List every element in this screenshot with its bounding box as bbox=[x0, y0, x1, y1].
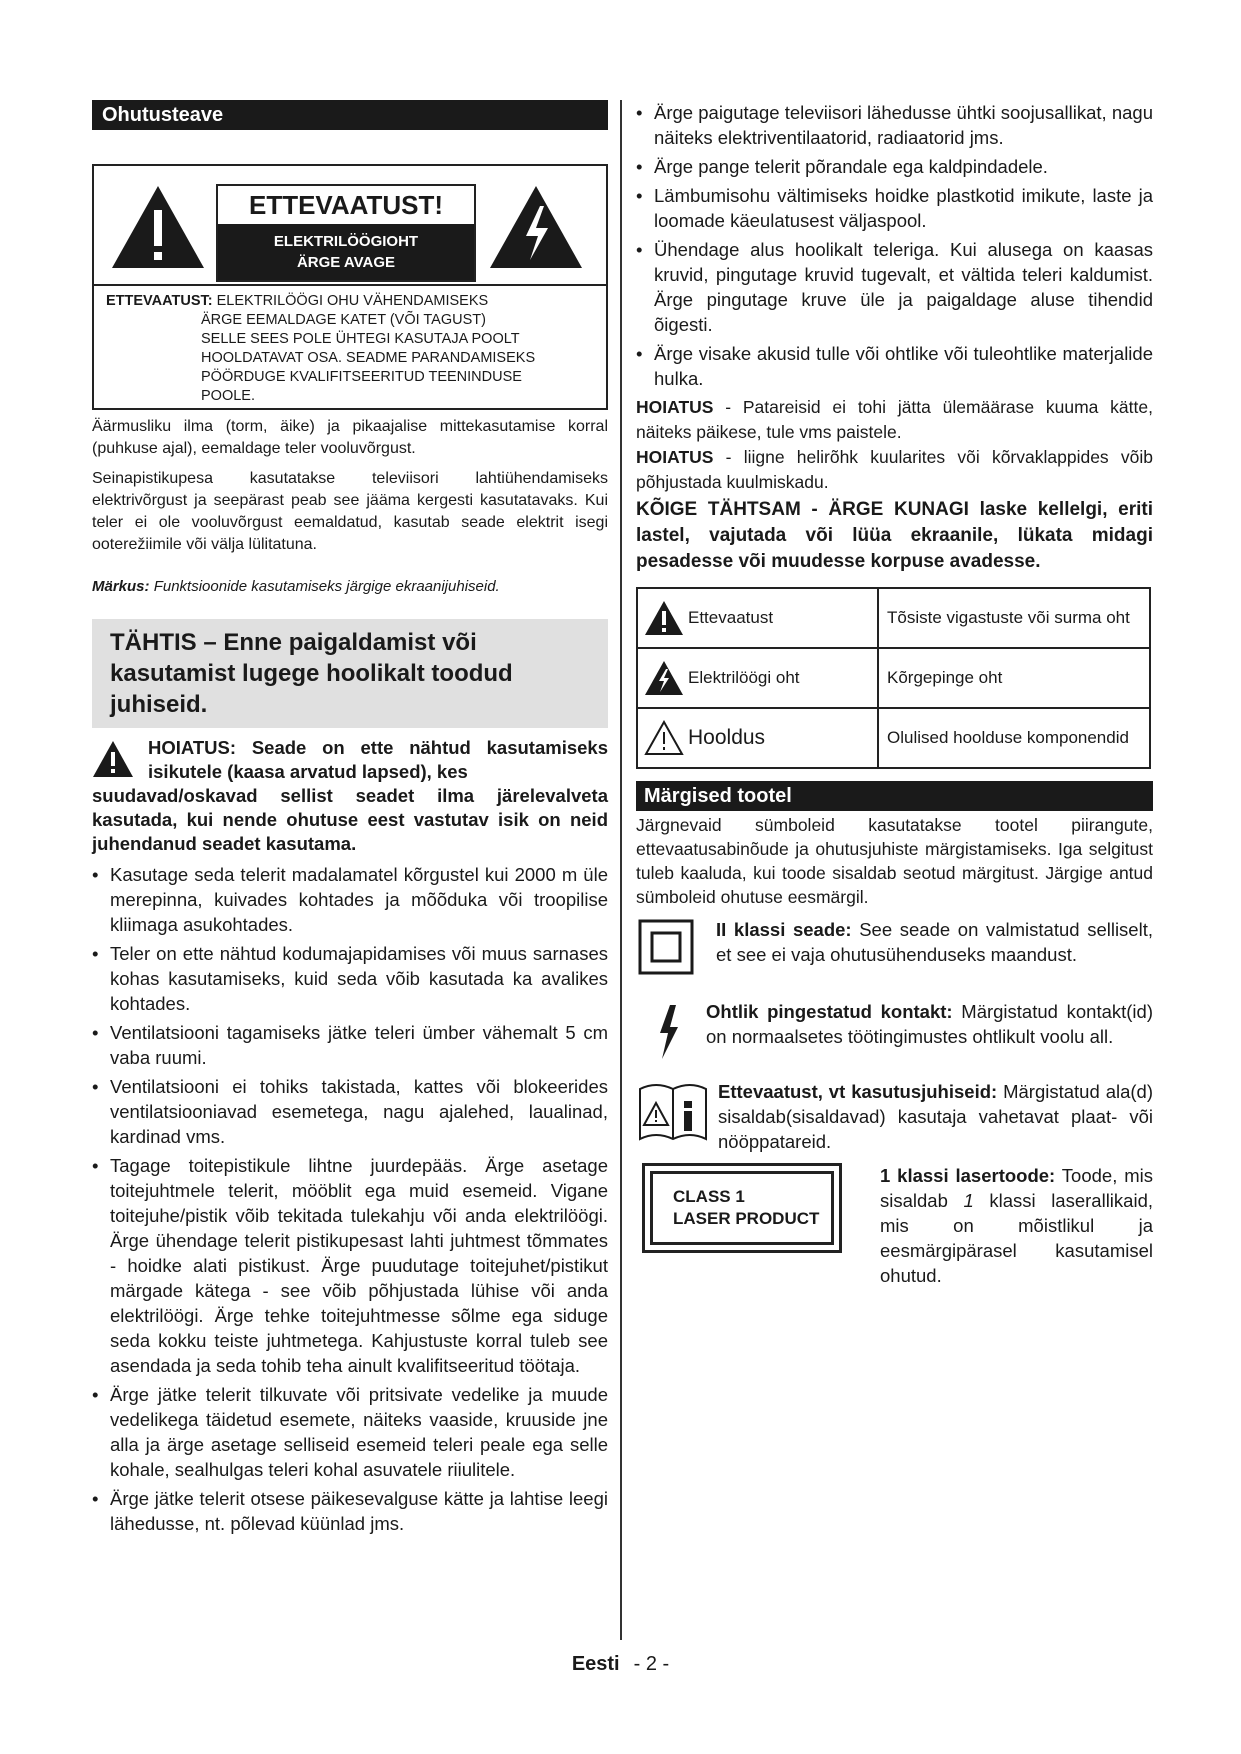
note-text: Funktsioonide kasutamiseks järgige ekraanijuhiseid. bbox=[153, 578, 500, 595]
caution-line4: HOOLDATAVAT OSA. SEADME PARANDAMISEKS bbox=[201, 350, 536, 366]
class2-text bbox=[716, 917, 1153, 967]
live-terminal-row bbox=[636, 999, 1153, 1075]
bullet-item: • Ventilatsiooni tagamiseks jätke teleri ümber vähemalt 5 cm vaba ruumi. bbox=[92, 1020, 608, 1070]
caution-box bbox=[92, 164, 608, 410]
paragraph-mains-plug: Seinapistikupesa kasutatakse televiisori lahtiühendamiseks elektrivõrgust ja seepärast peab see jääma kergesti kasutatavaks. Kui teler ei ole vooluvõrgust eemaldatud, kasutab seade elektrit isegi ooterežiimile või välja lülitatuna. bbox=[92, 470, 608, 553]
laser-text bbox=[880, 1163, 1153, 1288]
note bbox=[92, 578, 608, 595]
class2-desc: See seade on valmistatud selliselt, et see ei vaja ohutusühenduseks maandust. bbox=[716, 919, 1153, 965]
table-cell-symbol bbox=[637, 708, 878, 768]
right-bullet-list bbox=[636, 100, 1153, 391]
hearing-warning-text: - liigne helirõhk kuularites või kõrvaklappides võib põhjustada kuulmiskadu. bbox=[636, 447, 1153, 492]
bullet-item: • Ärge visake akusid tulle või ohtlike või tuleohtlike materjalide hulka. bbox=[636, 341, 1153, 391]
live-terminal-label: Ohtlik pingestatud kontakt: bbox=[706, 1001, 953, 1022]
important-heading: TÄHTIS – Enne paigaldamist või kasutamist lugege hoolikalt toodud juhiseid. bbox=[92, 619, 608, 728]
symbol-label: Hooldus bbox=[688, 726, 766, 749]
symbol-table bbox=[636, 587, 1151, 769]
lightning-bolt-icon bbox=[656, 1005, 680, 1059]
caution-title-box bbox=[216, 184, 476, 282]
table-row bbox=[637, 708, 1150, 768]
table-cell-symbol bbox=[637, 588, 878, 648]
battery-warning-text: - Patareisid ei tohi jätta ülemäärase kuuma kätte, näiteks päikese, tule vms paistele. bbox=[636, 397, 1153, 442]
table-row bbox=[637, 588, 1150, 648]
table-cell-meaning: Olulised hoolduse komponendid bbox=[878, 708, 1150, 768]
bullet-item: • Kasutage seda telerit madalamatel kõrgustel kui 2000 m üle merepinna, kuivades kohtades ja mõõduka või troopilise kliimaga asukohtades. bbox=[92, 862, 608, 937]
caution-subtitle bbox=[218, 224, 474, 280]
section-title-markings: Märgised tootel bbox=[636, 781, 1153, 811]
caution-title: ETTEVAATUST! bbox=[248, 190, 444, 220]
bullet-item: • Ärge pange telerit põrandale ega kaldpindadele. bbox=[636, 154, 1153, 179]
class2-row bbox=[636, 917, 1153, 995]
live-terminal-text bbox=[706, 999, 1153, 1049]
maintenance-triangle-icon bbox=[644, 720, 684, 756]
class2-double-square-icon bbox=[638, 919, 694, 975]
caution-line5: PÖÖRDUGE KVALIFITSEERITUD TEENINDUSE bbox=[201, 369, 522, 385]
warning-first-line: HOIATUS: Seade on ette nähtud kasutamiseks isikutele (kaasa arvatud lapsed), kes bbox=[148, 737, 608, 782]
markings-paragraph: Järgnevaid sümboleid kasutatakse tootel piirangute, ettevaatusabinõude ja ohutusjuhiste märgistamiseks. Iga selgitust tuleb kaaluda, kui toode sisaldab seotud märgitust. Järgige antud sümboleid ohutuse eesmärgil. bbox=[636, 815, 1153, 907]
footer-language: Eesti bbox=[571, 1653, 620, 1675]
laser-line1: CLASS 1 bbox=[673, 1187, 745, 1206]
caution-line6: POOLE. bbox=[201, 388, 255, 404]
laser-row bbox=[636, 1163, 1153, 1286]
live-terminal-desc: Märgistatud kontakt(id) on normaalsetes töötingimustes ohtlikult voolu all. bbox=[706, 1001, 1153, 1047]
class2-label: II klassi seade: bbox=[716, 919, 852, 940]
laser-label: 1 klassi lasertoode: bbox=[880, 1165, 1056, 1186]
bullet-item: • Teler on ette nähtud kodumajapidamises või muus sarnases kohas kasutamiseks, kuid seda võib kasutada ka avalikes kohtades. bbox=[92, 941, 608, 1016]
laser-label-box bbox=[642, 1163, 842, 1253]
manual-desc: Märgistatud ala(d) sisaldab(sisaldavad) kasutaja vahetavat plaat- või nööppatareid. bbox=[718, 1081, 1153, 1152]
laser-line2: LASER PRODUCT bbox=[673, 1209, 820, 1228]
read-manual-book-icon bbox=[638, 1079, 708, 1141]
symbol-label: Ettevaatust bbox=[688, 608, 774, 627]
manual-text bbox=[718, 1079, 1153, 1154]
table-cell-meaning: Tõsiste vigastuste või surma oht bbox=[878, 588, 1150, 648]
caution-sub-line1: ELEKTRILÖÖGIOHT bbox=[273, 233, 419, 250]
table-row bbox=[637, 648, 1150, 708]
laser-class-number: 1 bbox=[963, 1190, 974, 1211]
section-title-safety: Ohutusteave bbox=[92, 100, 608, 130]
left-column bbox=[92, 100, 608, 1540]
caution-triangle-icon bbox=[644, 600, 684, 636]
manual-row bbox=[636, 1079, 1153, 1159]
bullet-item: • Ärge jätke telerit otsese päikesevalguse kätte ja lahtise leegi lähedusse, nt. põlevad küünlad jms. bbox=[92, 1486, 608, 1536]
table-cell-symbol bbox=[637, 648, 878, 708]
battery-warning-label: HOIATUS bbox=[636, 397, 714, 417]
caution-label: ETTEVAATUST: bbox=[106, 293, 213, 309]
laser-desc-b: klassi laserallikaid, mis on mõistlikul ja eesmärgipärasel kasutamisel ohutud. bbox=[880, 1190, 1153, 1286]
table-cell-meaning: Kõrgepinge oht bbox=[878, 648, 1150, 708]
battery-warning bbox=[636, 395, 1153, 445]
warning-paragraph bbox=[92, 736, 608, 856]
caution-line3: SELLE SEES POLE ÜHTEGI KASUTAJA POOLT bbox=[201, 331, 520, 347]
page-footer bbox=[0, 1653, 1241, 1676]
most-important-warning: KÕIGE TÄHTSAM - ÄRGE KUNAGI laske kellelgi, eriti lastel, vajutada või lüüa ekraanile, lükata midagi pesadesse või muudesse korpuse avadesse. bbox=[636, 499, 1153, 572]
bullet-item: • Ärge jätke telerit tilkuvate või pritsivate vedelike ja muude vedelikega täidetud esemete, näiteks vaaside, kruuside jne alla ja ärge asetage selliseid esemeid teleri peale ega selle kohale, sealhulgas teleri kohal asuvatele riiulitele. bbox=[92, 1382, 608, 1482]
laser-label-inner bbox=[650, 1171, 834, 1245]
paragraph-unplug: Äärmusliku ilma (torm, äike) ja pikaajalise mittekasutamise korral (puhkuse ajal), eemaldage teler vooluvõrgust. bbox=[92, 418, 608, 457]
caution-text bbox=[94, 286, 606, 406]
electric-shock-icon bbox=[644, 660, 684, 696]
bullet-item: • Ärge paigutage televiisori lähedusse ühtki soojusallikat, nagu näiteks elektriventilaatorid, radiaatorid jms. bbox=[636, 100, 1153, 150]
bullet-item: • Ühendage alus hoolikalt teleriga. Kui alusega on kaasas kruvid, pingutage kruvid tugevalt, et vältida teleri kaldumist. Ärge pingutage kruve üle ja paigaldage aluse tihendid õigesti. bbox=[636, 237, 1153, 337]
left-bullet-list bbox=[92, 862, 608, 1536]
bullet-item: • Lämbumisohu vältimiseks hoidke plastkotid imikute, laste ja loomade käeulatusest väljaspool. bbox=[636, 183, 1153, 233]
column-divider bbox=[620, 100, 622, 1640]
caution-sub-line2: ÄRGE AVAGE bbox=[296, 254, 396, 271]
laser-desc-a: Toode, mis sisaldab bbox=[880, 1165, 1153, 1211]
warning-triangle-icon bbox=[92, 740, 134, 778]
hearing-warning bbox=[636, 445, 1153, 495]
right-column bbox=[636, 100, 1153, 1286]
hearing-warning-label: HOIATUS bbox=[636, 447, 714, 467]
symbol-label: Elektrilöögi oht bbox=[688, 668, 800, 687]
bullet-item: • Ventilatsiooni ei tohiks takistada, kattes või blokeerides ventilatsiooniavad esemetega, nagu ajalehed, laualinad, kardinad vms. bbox=[92, 1074, 608, 1149]
exclamation-triangle-icon bbox=[110, 184, 206, 270]
page-number: - 2 - bbox=[633, 1653, 670, 1675]
note-label: Märkus: bbox=[92, 578, 150, 595]
caution-box-header bbox=[94, 166, 606, 286]
warning-rest: suudavad/oskavad sellist seadet ilma järelevalveta kasutada, kui nende ohutuse eest vastutav isik on neid juhendanud seadet kasutama. bbox=[92, 785, 608, 854]
lightning-triangle-icon bbox=[488, 184, 584, 270]
bullet-item: • Tagage toitepistikule lihtne juurdepääs. Ärge asetage toitejuhtmele telerit, mööblit ega muid esemeid. Vigane toitejuhe/pistik võib tekitada tulekahju või anda elektrilöögi. Ärge ühendage telerit pistikupesast lahti juhtmest tõmmates - hoidke alati pistikust. Ärge puudutage toitejuhet/pistikut märgade kätega - see võib põhjustada lühise või anda elektrilöögi. Ärge tehke toitejuhtmesse sõlme ega siduge seda kokku teiste juhtmetega. Kahjustuste korral tuleb see asendada ja seda tohib teha ainult kvalifitseeritud töötaja. bbox=[92, 1153, 608, 1378]
manual-label: Ettevaatust, vt kasutusjuhiseid: bbox=[718, 1081, 998, 1102]
caution-line2: ÄRGE EEMALDAGE KATET (VÕI TAGUST) bbox=[201, 312, 486, 328]
caution-line1: ELEKTRILÖÖGI OHU VÄHENDAMISEKS bbox=[216, 293, 489, 309]
